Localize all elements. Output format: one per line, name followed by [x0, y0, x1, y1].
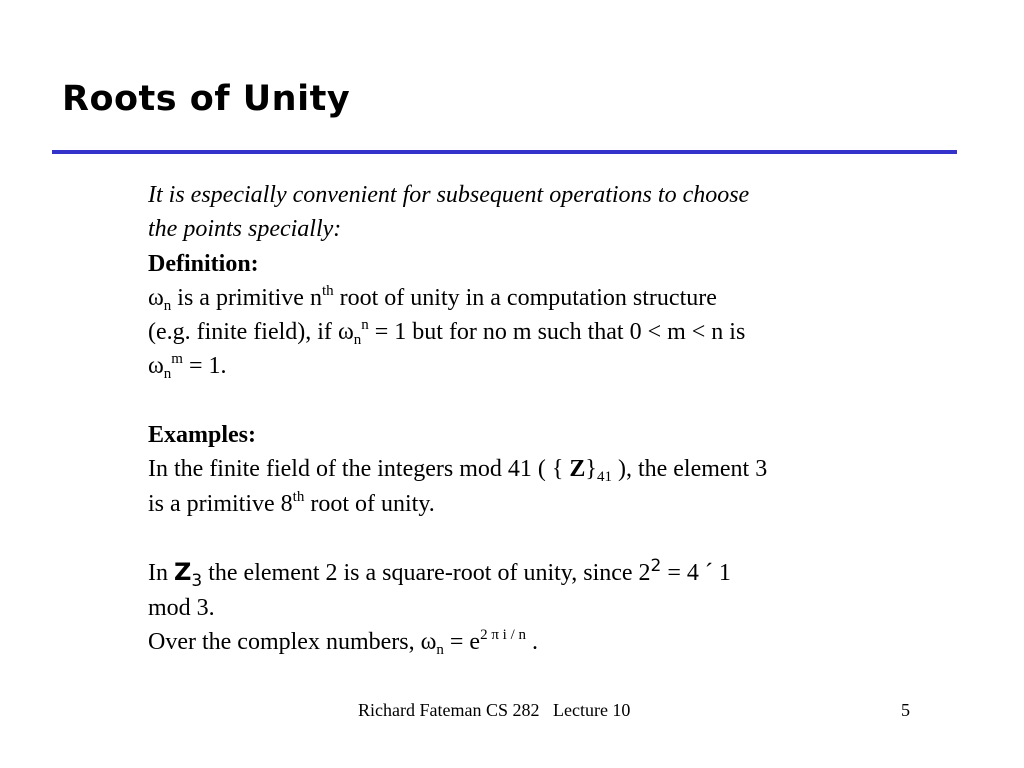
example-3-line: [148, 625, 908, 659]
example-text: = 4 ´ 1: [661, 560, 731, 587]
superscript-n: n: [361, 317, 369, 334]
subscript-41: 41: [596, 469, 612, 486]
example-text: .: [526, 628, 538, 655]
definition-text: root of unity in a computation structure: [333, 284, 717, 311]
example-text: is a primitive 8: [148, 490, 293, 517]
subscript-n: n: [163, 366, 172, 383]
example-1-line-2: [148, 487, 908, 521]
example-text: ), the element 3: [611, 456, 768, 483]
definition-heading: Definition:: [148, 250, 259, 277]
title-divider: [52, 150, 957, 154]
footer-text: Richard Fateman CS 282 Lecture 10: [358, 700, 631, 720]
superscript-m: m: [171, 351, 183, 368]
slide-title: Roots of Unity: [62, 79, 351, 119]
superscript-th: th: [321, 282, 334, 299]
superscript-2: 2: [650, 556, 662, 577]
subscript-n: n: [353, 332, 362, 349]
slide-body: [148, 178, 908, 659]
example-text: = e: [443, 628, 481, 655]
integers-symbol: Z: [174, 558, 192, 587]
example-text: root of unity.: [304, 490, 435, 517]
integers-symbol: Z: [569, 456, 586, 483]
example-2-line-2: mod 3.: [148, 594, 215, 621]
subscript-n: n: [436, 641, 444, 658]
definition-line-2: [148, 315, 908, 349]
subscript-n: n: [163, 297, 172, 314]
intro-line-2: the points specially:: [148, 216, 342, 243]
example-text: In: [148, 560, 174, 587]
page-number: 5: [901, 700, 910, 720]
omega-symbol: ω: [148, 353, 164, 380]
spacer: [148, 384, 908, 418]
example-text: the element 2 is a square-root of unity, since 2: [202, 560, 651, 587]
spacer: [148, 521, 908, 555]
omega-symbol: ω: [337, 319, 354, 346]
omega-symbol: ω: [148, 284, 164, 311]
examples-heading: Examples:: [148, 422, 256, 449]
superscript-th: th: [292, 488, 305, 505]
definition-text: = 1.: [182, 353, 227, 380]
subscript-3: 3: [191, 571, 203, 592]
example-1-line-1: [148, 452, 908, 486]
example-text: }: [585, 456, 597, 483]
intro-line-1: It is especially convenient for subsequent operations to choose: [148, 182, 750, 208]
definition-text: = 1 but for no m such that 0 < m < n is: [368, 319, 746, 346]
example-text: In the finite field of the integers mod 41 ( {: [148, 456, 570, 483]
definition-line-1: [148, 281, 908, 315]
omega-symbol: ω: [420, 628, 437, 655]
definition-line-3: [148, 349, 908, 383]
definition-text: is a primitive n: [171, 284, 322, 311]
example-2-line-1: [148, 555, 908, 590]
exponent: 2 π i / n: [480, 626, 526, 643]
definition-text: (e.g. finite field), if: [148, 319, 338, 346]
example-text: Over the complex numbers,: [148, 628, 421, 655]
